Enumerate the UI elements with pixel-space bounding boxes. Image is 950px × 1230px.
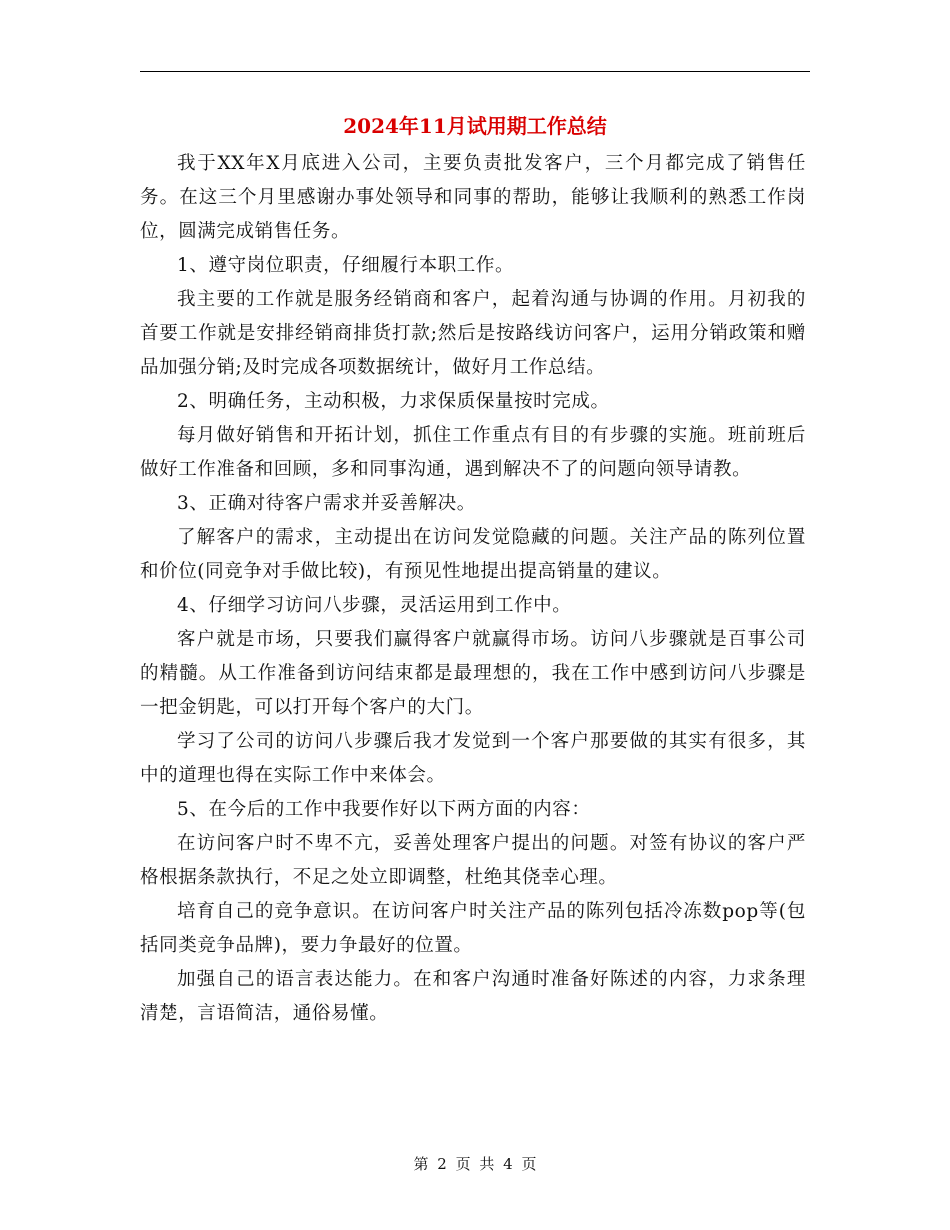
document-body — [140, 147, 806, 1031]
section-heading-1: 1、遵守岗位职责，仔细履行本职工作。 — [177, 255, 515, 276]
header-rule — [140, 71, 810, 72]
paragraph: 客户就是市场，只要我们赢得客户就赢得市场。访问八步骤就是百事公司的精髓。从工作准备到访问结束都是最理想的，我在工作中感到访问八步骤是一把金钥匙，可以打开每个客户的大门。 — [140, 629, 806, 718]
paragraph: 了解客户的需求，主动提出在访问发觉隐藏的问题。关注产品的陈列位置和价位(同竞争对手做比较)，有预见性地提出提高销量的建议。 — [140, 527, 806, 582]
section-heading-2: 2、明确任务，主动积极，力求保质保量按时完成。 — [177, 391, 610, 412]
paragraph: 在访问客户时不卑不亢，妥善处理客户提出的问题。对签有协议的客户严格根据条款执行，不足之处立即调整，杜绝其侥幸心理。 — [140, 833, 806, 888]
section-heading-4: 4、仔细学习访问八步骤，灵活运用到工作中。 — [177, 595, 572, 616]
section-heading-3: 3、正确对待客户需求并妥善解决。 — [177, 493, 476, 514]
section-heading-5: 5、在今后的工作中我要作好以下两方面的内容： — [177, 799, 591, 820]
page-number: 第 2 页 共 4 页 — [413, 1155, 537, 1173]
paragraph: 我主要的工作就是服务经销商和客户，起着沟通与协调的作用。月初我的首要工作就是安排经销商排货打款;然后是按路线访问客户，运用分销政策和赠品加强分销;及时完成各项数据统计，做好月工作总结。 — [140, 289, 806, 378]
paragraph: 学习了公司的访问八步骤后我才发觉到一个客户那要做的其实有很多，其中的道理也得在实际工作中来体会。 — [140, 731, 806, 786]
paragraph: 每月做好销售和开拓计划，抓住工作重点有目的有步骤的实施。班前班后做好工作准备和回顾，多和同事沟通，遇到解决不了的问题向领导请教。 — [140, 425, 806, 480]
document-title: 2024年11月试用期工作总结 — [343, 114, 607, 138]
paragraph: 培育自己的竞争意识。在访问客户时关注产品的陈列包括冷冻数pop等(包括同类竞争品牌)，要力争最好的位置。 — [140, 901, 806, 956]
paragraph: 加强自己的语言表达能力。在和客户沟通时准备好陈述的内容，力求条理清楚，言语简洁，通俗易懂。 — [140, 969, 806, 1024]
paragraph-intro: 我于XX年X月底进入公司，主要负责批发客户，三个月都完成了销售任务。在这三个月里感谢办事处领导和同事的帮助，能够让我顺利的熟悉工作岗位，圆满完成销售任务。 — [140, 153, 806, 242]
